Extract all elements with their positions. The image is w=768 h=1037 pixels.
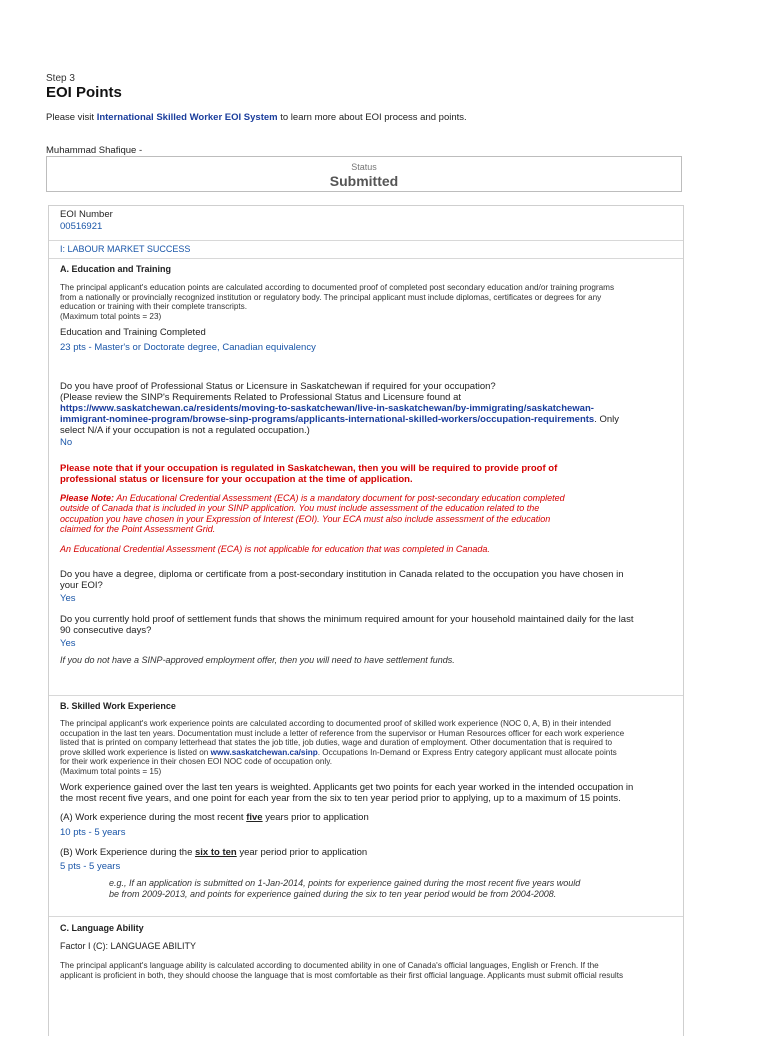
licensure-tail: . Only xyxy=(594,414,620,425)
six-ten-label-prefix: (B) Work Experience during the xyxy=(60,847,195,858)
regulated-occupation-note xyxy=(60,463,672,485)
eca-note-line: claimed for the Point Assessment Grid. xyxy=(60,524,216,535)
sinp-website-link[interactable]: www.saskatchewan.ca/sinp xyxy=(210,747,318,757)
step-label: Step 3 xyxy=(46,73,75,84)
visit-prefix: Please visit xyxy=(46,112,97,123)
recent-label-emphasis: five xyxy=(246,812,263,823)
work-desc-suffix: . Occupations In-Demand or Express Entry category applicant must allocate points xyxy=(317,747,617,757)
applicant-name: Muhammad Shafique - xyxy=(46,145,143,156)
eoi-number-row xyxy=(49,206,683,240)
weighting-line: the most recent five years, and one point for each year from the six to ten year period prior to applying, up to a maximum of 15 points. xyxy=(60,793,621,804)
six-to-ten-years-value: 5 pts - 5 years xyxy=(60,861,121,872)
work-desc-line: (Maximum total points = 15) xyxy=(60,766,162,776)
eca-not-applicable-note: An Educational Credential Assessment (ECA) is not applicable for education that was completed in Canada. xyxy=(60,544,490,554)
language-title: C. Language Ability xyxy=(60,923,144,933)
recent-label-prefix: (A) Work experience during the most recent xyxy=(60,812,247,823)
recent-five-years-label xyxy=(60,812,369,823)
degree-q-line: Do you have a degree, diploma or certificate from a post-secondary institution in Canada related to the occupation you have chosen in xyxy=(60,569,624,580)
licensure-q-line: (Please review the SINP's Requirements Related to Professional Status and Licensure found at xyxy=(60,392,462,403)
settlement-funds-note: If you do not have a SINP-approved employment offer, then you will need to have settlement funds. xyxy=(60,655,455,665)
eoi-details-panel xyxy=(48,205,684,1036)
regulated-note-line: professional status or licensure for your occupation at the time of application. xyxy=(60,474,413,485)
degree-value: Yes xyxy=(60,593,76,604)
eca-note xyxy=(60,493,672,535)
work-example-note xyxy=(109,878,580,899)
work-desc-prefix: prove skilled work experience is listed on xyxy=(60,747,211,757)
eoi-number-label: EOI Number xyxy=(60,209,113,220)
status-label: Status xyxy=(351,162,377,172)
weighting-line: Work experience gained over the last ten years is weighted. Applicants get two points for each year worked in the intended occupation in xyxy=(60,782,634,793)
occupation-requirements-link[interactable]: https://www.saskatchewan.ca/residents/moving-to-saskatchewan/live-in-saskatchewan/by-immigrating/saskatchewan- xyxy=(60,403,594,414)
work-weighting-text xyxy=(60,782,672,804)
eca-note-line: outside of Canada that is included in your SINP application. You must include assessment of the education related to the xyxy=(60,503,540,514)
language-desc-line: The principal applicant's language ability is calculated according to documented ability in one of Canada's official languages, English or French. If the xyxy=(60,961,599,970)
education-completed-value: 23 pts - Master's or Doctorate degree, Canadian equivalency xyxy=(60,342,316,353)
language-desc-line: applicant is proficient in both, they should choose the language that is most comfortable as their first official language. Applicants must submit official results xyxy=(60,970,624,980)
education-desc-line: education or training with their complete transcripts. xyxy=(60,302,248,312)
degree-q-line: your EOI? xyxy=(60,580,103,591)
occupation-requirements-link-cont[interactable]: immigrant-nominee-program/browse-sinp-programs/applicants-international-skilled-workers/occupation-requirements xyxy=(60,414,595,425)
education-desc-line: The principal applicant's education points are calculated according to documented proof of completed post secondary education and/or training programs xyxy=(60,283,615,292)
work-experience-description xyxy=(60,719,672,777)
regulated-note-line: Please note that if your occupation is regulated in Saskatchewan, then you will be required to provide proof of xyxy=(60,463,558,474)
language-description xyxy=(60,961,672,980)
page-title: EOI Points xyxy=(46,84,122,101)
funds-q-line: Do you currently hold proof of settlement funds that shows the minimum required amount for your household maintained daily for the last xyxy=(60,614,634,625)
work-experience-section xyxy=(49,695,683,917)
six-ten-label-emphasis: six to ten xyxy=(195,847,237,858)
work-desc-line: occupation in the last ten years. Documentation must include a letter of reference from the supervisor or Human Resources officer for each work experience xyxy=(60,728,625,738)
section-header-row xyxy=(49,240,683,258)
visit-suffix: to learn more about EOI process and points. xyxy=(277,112,467,123)
language-factor-label: Factor I (C): LANGUAGE ABILITY xyxy=(60,941,197,951)
licensure-q-line: Do you have proof of Professional Status or Licensure in Saskatchewan if required for your occupation? xyxy=(60,381,496,392)
eca-note-line: An Educational Credential Assessment (ECA) is a mandatory document for post-secondary education completed xyxy=(114,493,565,503)
education-desc-line: (Maximum total points = 23) xyxy=(60,311,162,321)
degree-question xyxy=(60,569,672,591)
settlement-funds-question xyxy=(60,614,672,636)
eoi-system-link[interactable]: International Skilled Worker EOI System xyxy=(96,112,278,123)
example-line: e.g., If an application is submitted on 1-Jan-2014, points for experience gained during the most recent five years would xyxy=(109,878,581,888)
language-section xyxy=(49,916,683,1037)
work-experience-title: B. Skilled Work Experience xyxy=(60,701,176,711)
work-desc-line: The principal applicant's work experience points are calculated according to documented proof of skilled work experience (NOC 0, A, B) in their intended xyxy=(60,719,611,728)
education-section xyxy=(49,258,683,696)
funds-q-line: 90 consecutive days? xyxy=(60,625,152,636)
education-description xyxy=(60,283,672,321)
education-title: A. Education and Training xyxy=(60,264,172,274)
education-desc-line: from a nationally or provincially recognized institution or regulatory body. The principal applicant must include diplomas, certificates or degrees for any xyxy=(60,292,602,302)
work-desc-line: listed that is printed on company letterhead that states the job title, job duties, wage and duration of employment. Other documentation that is required to xyxy=(60,738,613,748)
licensure-value: No xyxy=(60,437,73,448)
example-line: be from 2009-2013, and points for experience gained during the six to ten year period would be from 2004-2008. xyxy=(109,888,557,899)
recent-label-suffix: years prior to application xyxy=(262,812,369,823)
licensure-question xyxy=(60,381,672,436)
six-to-ten-years-label xyxy=(60,847,367,858)
eca-note-line: occupation you have chosen in your Expression of Interest (EOI). Your ECA must also include assessment of the education xyxy=(60,513,551,524)
work-desc-line: for their work experience in their chosen EOI NOC code of occupation only. xyxy=(60,757,332,767)
education-completed-label: Education and Training Completed xyxy=(60,327,206,338)
section-header: I: LABOUR MARKET SUCCESS xyxy=(60,244,191,254)
settlement-funds-value: Yes xyxy=(60,638,76,649)
eca-note-prefix: Please Note: xyxy=(60,493,115,503)
recent-five-years-value: 10 pts - 5 years xyxy=(60,827,126,838)
eoi-number-value: 00516921 xyxy=(60,221,103,232)
visit-text xyxy=(46,112,467,123)
status-box xyxy=(46,156,682,192)
six-ten-label-suffix: year period prior to application xyxy=(236,847,368,858)
licensure-q-line: select N/A if your occupation is not a regulated occupation.) xyxy=(60,425,310,436)
status-value: Submitted xyxy=(329,173,399,189)
